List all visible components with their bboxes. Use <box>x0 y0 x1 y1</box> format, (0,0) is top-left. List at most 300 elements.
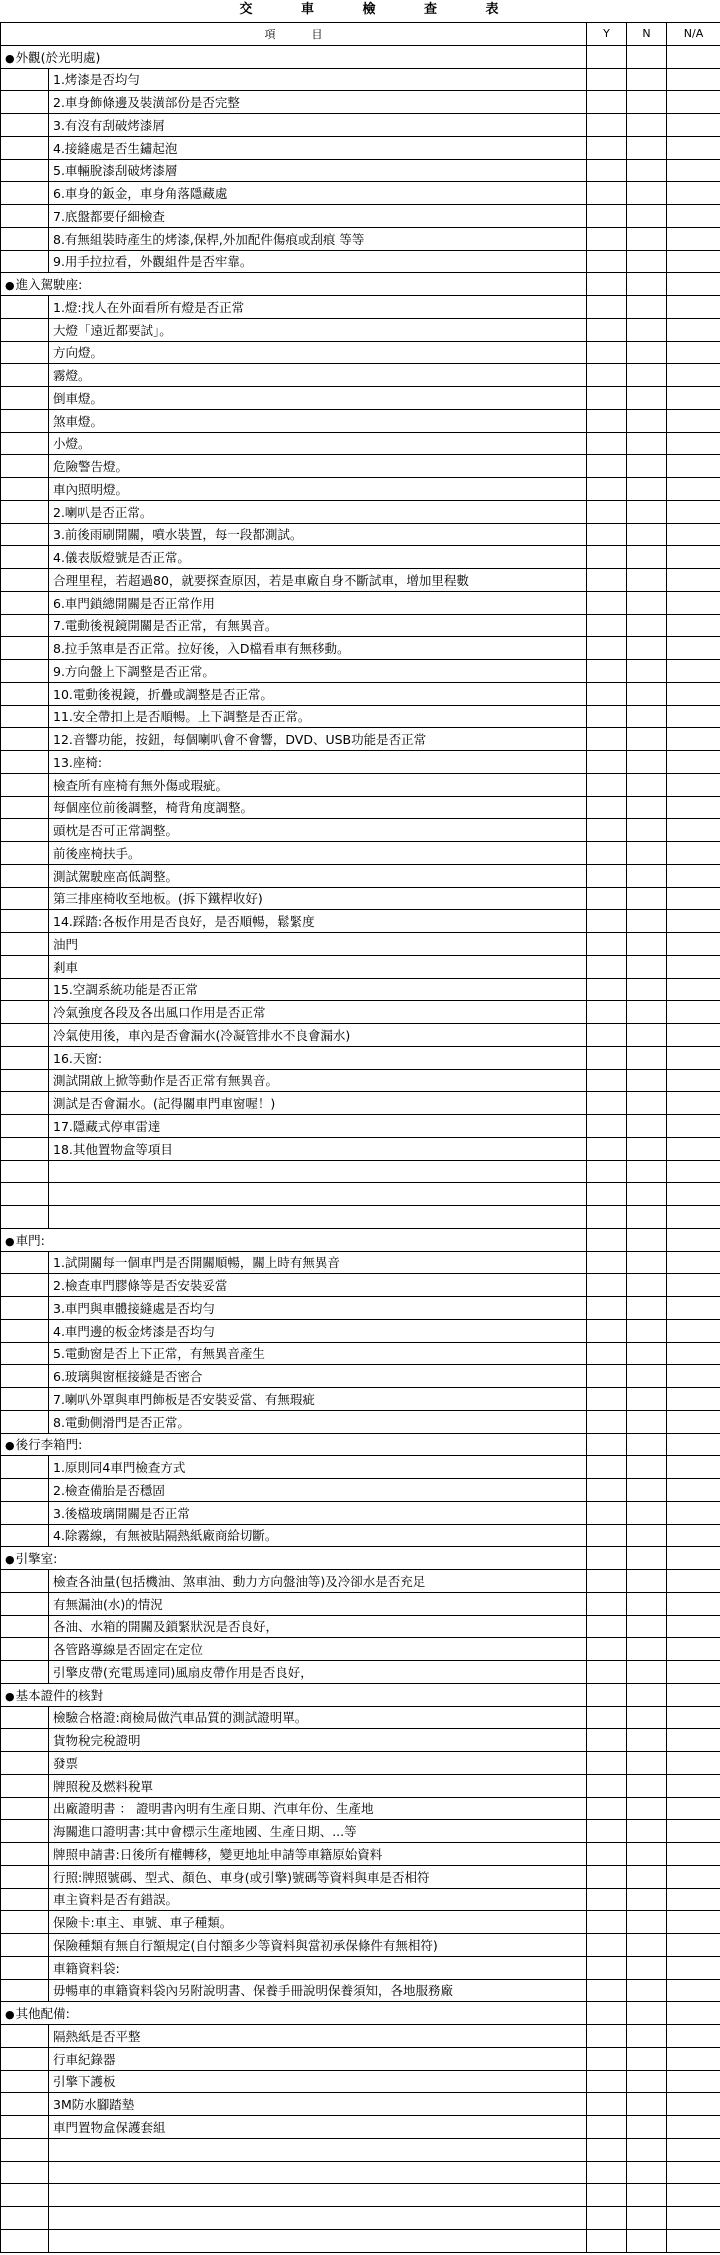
check-y-cell[interactable] <box>587 614 627 637</box>
check-y-cell[interactable] <box>587 1160 627 1183</box>
check-n-cell[interactable] <box>627 45 667 68</box>
check-n-cell[interactable] <box>627 1001 667 1024</box>
check-y-cell[interactable] <box>587 955 627 978</box>
check-y-cell[interactable] <box>587 1433 627 1456</box>
check-na-cell[interactable] <box>667 1069 720 1092</box>
check-y-cell[interactable] <box>587 523 627 546</box>
check-y-cell[interactable] <box>587 1479 627 1502</box>
check-na-cell[interactable] <box>667 933 720 956</box>
check-y-cell[interactable] <box>587 1046 627 1069</box>
check-n-cell[interactable] <box>627 341 667 364</box>
check-n-cell[interactable] <box>627 136 667 159</box>
check-n-cell[interactable] <box>627 2093 667 2116</box>
check-na-cell[interactable] <box>667 205 720 228</box>
check-n-cell[interactable] <box>627 864 667 887</box>
check-na-cell[interactable] <box>667 1524 720 1547</box>
check-n-cell[interactable] <box>627 2229 667 2252</box>
check-na-cell[interactable] <box>667 1092 720 1115</box>
check-n-cell[interactable] <box>627 773 667 796</box>
check-y-cell[interactable] <box>587 1661 627 1684</box>
check-y-cell[interactable] <box>587 842 627 865</box>
check-na-cell[interactable] <box>667 2116 720 2139</box>
check-y-cell[interactable] <box>587 1683 627 1706</box>
check-y-cell[interactable] <box>587 1592 627 1615</box>
check-na-cell[interactable] <box>667 569 720 592</box>
check-y-cell[interactable] <box>587 682 627 705</box>
check-n-cell[interactable] <box>627 1570 667 1593</box>
check-n-cell[interactable] <box>627 1160 667 1183</box>
check-n-cell[interactable] <box>627 205 667 228</box>
check-n-cell[interactable] <box>627 751 667 774</box>
check-n-cell[interactable] <box>627 409 667 432</box>
check-na-cell[interactable] <box>667 500 720 523</box>
check-na-cell[interactable] <box>667 45 720 68</box>
check-na-cell[interactable] <box>667 705 720 728</box>
check-na-cell[interactable] <box>667 1774 720 1797</box>
checklist-row <box>1 1661 720 1684</box>
check-y-cell[interactable] <box>587 1069 627 1092</box>
check-y-cell[interactable] <box>587 1342 627 1365</box>
check-y-cell[interactable] <box>587 159 627 182</box>
check-na-cell[interactable] <box>667 819 720 842</box>
check-na-cell[interactable] <box>667 1297 720 1320</box>
check-na-cell[interactable] <box>667 1115 720 1138</box>
check-na-cell[interactable] <box>667 728 720 751</box>
check-n-cell[interactable] <box>627 1979 667 2002</box>
checklist-item-text: 各油、水箱的開關及鎖緊狀況是否良好， <box>49 1615 587 1638</box>
check-y-cell[interactable] <box>587 546 627 569</box>
check-na-cell[interactable] <box>667 2138 720 2161</box>
check-na-cell[interactable] <box>667 2070 720 2093</box>
check-y-cell[interactable] <box>587 91 627 114</box>
check-n-cell[interactable] <box>627 1206 667 1229</box>
check-n-cell[interactable] <box>627 660 667 683</box>
check-na-cell[interactable] <box>667 887 720 910</box>
check-n-cell[interactable] <box>627 250 667 273</box>
check-n-cell[interactable] <box>627 546 667 569</box>
check-n-cell[interactable] <box>627 682 667 705</box>
check-y-cell[interactable] <box>587 1865 627 1888</box>
check-y-cell[interactable] <box>587 2047 627 2070</box>
check-na-cell[interactable] <box>667 1388 720 1411</box>
check-n-cell[interactable] <box>627 1433 667 1456</box>
check-n-cell[interactable] <box>627 1706 667 1729</box>
check-n-cell[interactable] <box>627 955 667 978</box>
check-n-cell[interactable] <box>627 1934 667 1957</box>
check-y-cell[interactable] <box>587 1797 627 1820</box>
check-n-cell[interactable] <box>627 1046 667 1069</box>
check-y-cell[interactable] <box>587 1274 627 1297</box>
check-n-cell[interactable] <box>627 887 667 910</box>
check-na-cell[interactable] <box>667 1797 720 1820</box>
check-y-cell[interactable] <box>587 1638 627 1661</box>
check-na-cell[interactable] <box>667 1661 720 1684</box>
check-na-cell[interactable] <box>667 2002 720 2025</box>
check-n-cell[interactable] <box>627 318 667 341</box>
check-y-cell[interactable] <box>587 500 627 523</box>
check-na-cell[interactable] <box>667 91 720 114</box>
check-na-cell[interactable] <box>667 364 720 387</box>
check-y-cell[interactable] <box>587 887 627 910</box>
check-na-cell[interactable] <box>667 478 720 501</box>
check-na-cell[interactable] <box>667 978 720 1001</box>
check-n-cell[interactable] <box>627 2207 667 2230</box>
check-na-cell[interactable] <box>667 1752 720 1775</box>
check-na-cell[interactable] <box>667 1479 720 1502</box>
check-y-cell[interactable] <box>587 1547 627 1570</box>
check-na-cell[interactable] <box>667 546 720 569</box>
check-y-cell[interactable] <box>587 2093 627 2116</box>
check-n-cell[interactable] <box>627 978 667 1001</box>
check-na-cell[interactable] <box>667 842 720 865</box>
check-y-cell[interactable] <box>587 1501 627 1524</box>
check-na-cell[interactable] <box>667 296 720 319</box>
check-y-cell[interactable] <box>587 2207 627 2230</box>
check-n-cell[interactable] <box>627 2161 667 2184</box>
check-n-cell[interactable] <box>627 2184 667 2207</box>
check-n-cell[interactable] <box>627 933 667 956</box>
check-y-cell[interactable] <box>587 2025 627 2048</box>
check-y-cell[interactable] <box>587 2161 627 2184</box>
check-n-cell[interactable] <box>627 1843 667 1866</box>
check-n-cell[interactable] <box>627 1615 667 1638</box>
check-n-cell[interactable] <box>627 1797 667 1820</box>
check-y-cell[interactable] <box>587 2138 627 2161</box>
check-n-cell[interactable] <box>627 387 667 410</box>
check-y-cell[interactable] <box>587 409 627 432</box>
check-n-cell[interactable] <box>627 842 667 865</box>
check-na-cell[interactable] <box>667 1456 720 1479</box>
check-na-cell[interactable] <box>667 1592 720 1615</box>
check-n-cell[interactable] <box>627 1251 667 1274</box>
check-n-cell[interactable] <box>627 1547 667 1570</box>
checklist-row <box>1 1456 720 1479</box>
check-na-cell[interactable] <box>667 1160 720 1183</box>
check-y-cell[interactable] <box>587 45 627 68</box>
check-y-cell[interactable] <box>587 1911 627 1934</box>
check-y-cell[interactable] <box>587 728 627 751</box>
check-y-cell[interactable] <box>587 637 627 660</box>
check-na-cell[interactable] <box>667 227 720 250</box>
check-na-cell[interactable] <box>667 1570 720 1593</box>
check-na-cell[interactable] <box>667 1865 720 1888</box>
check-na-cell[interactable] <box>667 250 720 273</box>
check-n-cell[interactable] <box>627 455 667 478</box>
check-na-cell[interactable] <box>667 2161 720 2184</box>
check-n-cell[interactable] <box>627 68 667 91</box>
check-na-cell[interactable] <box>667 387 720 410</box>
check-na-cell[interactable] <box>667 1911 720 1934</box>
check-na-cell[interactable] <box>667 2207 720 2230</box>
check-n-cell[interactable] <box>627 1592 667 1615</box>
check-n-cell[interactable] <box>627 2047 667 2070</box>
check-n-cell[interactable] <box>627 1524 667 1547</box>
check-na-cell[interactable] <box>667 1001 720 1024</box>
check-n-cell[interactable] <box>627 1479 667 1502</box>
check-y-cell[interactable] <box>587 182 627 205</box>
check-na-cell[interactable] <box>667 637 720 660</box>
check-n-cell[interactable] <box>627 1024 667 1047</box>
check-y-cell[interactable] <box>587 705 627 728</box>
check-y-cell[interactable] <box>587 1456 627 1479</box>
check-y-cell[interactable] <box>587 569 627 592</box>
check-na-cell[interactable] <box>667 1729 720 1752</box>
check-n-cell[interactable] <box>627 1183 667 1206</box>
check-y-cell[interactable] <box>587 1888 627 1911</box>
check-na-cell[interactable] <box>667 1251 720 1274</box>
check-y-cell[interactable] <box>587 1410 627 1433</box>
check-n-cell[interactable] <box>627 1911 667 1934</box>
check-y-cell[interactable] <box>587 1956 627 1979</box>
checklist-item-text: 煞車燈。 <box>49 409 587 432</box>
check-na-cell[interactable] <box>667 1365 720 1388</box>
check-y-cell[interactable] <box>587 1615 627 1638</box>
check-na-cell[interactable] <box>667 1638 720 1661</box>
check-y-cell[interactable] <box>587 910 627 933</box>
check-na-cell[interactable] <box>667 1024 720 1047</box>
check-y-cell[interactable] <box>587 318 627 341</box>
check-y-cell[interactable] <box>587 1524 627 1547</box>
check-y-cell[interactable] <box>587 1092 627 1115</box>
check-na-cell[interactable] <box>667 1820 720 1843</box>
check-y-cell[interactable] <box>587 1251 627 1274</box>
check-n-cell[interactable] <box>627 2002 667 2025</box>
check-y-cell[interactable] <box>587 1934 627 1957</box>
check-n-cell[interactable] <box>627 1319 667 1342</box>
check-y-cell[interactable] <box>587 387 627 410</box>
check-y-cell[interactable] <box>587 341 627 364</box>
check-n-cell[interactable] <box>627 1661 667 1684</box>
check-na-cell[interactable] <box>667 1137 720 1160</box>
check-na-cell[interactable] <box>667 523 720 546</box>
check-na-cell[interactable] <box>667 1319 720 1342</box>
check-n-cell[interactable] <box>627 1274 667 1297</box>
check-na-cell[interactable] <box>667 1046 720 1069</box>
check-na-cell[interactable] <box>667 751 720 774</box>
check-na-cell[interactable] <box>667 1228 720 1251</box>
check-n-cell[interactable] <box>627 296 667 319</box>
check-y-cell[interactable] <box>587 1206 627 1229</box>
check-y-cell[interactable] <box>587 1183 627 1206</box>
check-na-cell[interactable] <box>667 1501 720 1524</box>
check-n-cell[interactable] <box>627 1115 667 1138</box>
check-na-cell[interactable] <box>667 341 720 364</box>
check-na-cell[interactable] <box>667 182 720 205</box>
check-y-cell[interactable] <box>587 478 627 501</box>
check-y-cell[interactable] <box>587 2070 627 2093</box>
check-n-cell[interactable] <box>627 614 667 637</box>
row-gutter <box>1 1729 49 1752</box>
check-na-cell[interactable] <box>667 591 720 614</box>
check-na-cell[interactable] <box>667 432 720 455</box>
check-y-cell[interactable] <box>587 1388 627 1411</box>
check-n-cell[interactable] <box>627 591 667 614</box>
check-n-cell[interactable] <box>627 114 667 137</box>
check-na-cell[interactable] <box>667 796 720 819</box>
check-y-cell[interactable] <box>587 819 627 842</box>
check-n-cell[interactable] <box>627 500 667 523</box>
check-y-cell[interactable] <box>587 432 627 455</box>
check-y-cell[interactable] <box>587 1319 627 1342</box>
check-na-cell[interactable] <box>667 1843 720 1866</box>
check-y-cell[interactable] <box>587 136 627 159</box>
check-na-cell[interactable] <box>667 159 720 182</box>
check-n-cell[interactable] <box>627 227 667 250</box>
check-n-cell[interactable] <box>627 478 667 501</box>
check-n-cell[interactable] <box>627 159 667 182</box>
check-n-cell[interactable] <box>627 1501 667 1524</box>
check-na-cell[interactable] <box>667 1410 720 1433</box>
check-y-cell[interactable] <box>587 1001 627 1024</box>
check-na-cell[interactable] <box>667 955 720 978</box>
check-na-cell[interactable] <box>667 273 720 296</box>
check-y-cell[interactable] <box>587 1137 627 1160</box>
check-na-cell[interactable] <box>667 2093 720 2116</box>
checklist-item-text: 6.車身的鈑金，車身角落隱藏處 <box>49 182 587 205</box>
check-y-cell[interactable] <box>587 751 627 774</box>
check-n-cell[interactable] <box>627 637 667 660</box>
check-y-cell[interactable] <box>587 1706 627 1729</box>
check-y-cell[interactable] <box>587 227 627 250</box>
check-na-cell[interactable] <box>667 614 720 637</box>
check-y-cell[interactable] <box>587 2116 627 2139</box>
check-na-cell[interactable] <box>667 910 720 933</box>
check-n-cell[interactable] <box>627 1297 667 1320</box>
check-na-cell[interactable] <box>667 1934 720 1957</box>
check-na-cell[interactable] <box>667 318 720 341</box>
check-y-cell[interactable] <box>587 1570 627 1593</box>
check-n-cell[interactable] <box>627 1888 667 1911</box>
check-n-cell[interactable] <box>627 1729 667 1752</box>
check-n-cell[interactable] <box>627 1388 667 1411</box>
check-y-cell[interactable] <box>587 2002 627 2025</box>
check-y-cell[interactable] <box>587 1024 627 1047</box>
check-n-cell[interactable] <box>627 1956 667 1979</box>
check-na-cell[interactable] <box>667 2229 720 2252</box>
check-na-cell[interactable] <box>667 136 720 159</box>
check-na-cell[interactable] <box>667 2047 720 2070</box>
check-n-cell[interactable] <box>627 1342 667 1365</box>
check-na-cell[interactable] <box>667 1888 720 1911</box>
check-y-cell[interactable] <box>587 1297 627 1320</box>
check-n-cell[interactable] <box>627 1865 667 1888</box>
check-na-cell[interactable] <box>667 1683 720 1706</box>
check-n-cell[interactable] <box>627 569 667 592</box>
check-n-cell[interactable] <box>627 432 667 455</box>
check-n-cell[interactable] <box>627 182 667 205</box>
check-n-cell[interactable] <box>627 2138 667 2161</box>
check-na-cell[interactable] <box>667 1979 720 2002</box>
check-n-cell[interactable] <box>627 2070 667 2093</box>
check-na-cell[interactable] <box>667 1956 720 1979</box>
check-na-cell[interactable] <box>667 68 720 91</box>
check-n-cell[interactable] <box>627 91 667 114</box>
check-n-cell[interactable] <box>627 1638 667 1661</box>
check-y-cell[interactable] <box>587 864 627 887</box>
check-y-cell[interactable] <box>587 2229 627 2252</box>
check-na-cell[interactable] <box>667 114 720 137</box>
check-n-cell[interactable] <box>627 1069 667 1092</box>
check-y-cell[interactable] <box>587 68 627 91</box>
check-y-cell[interactable] <box>587 1820 627 1843</box>
check-na-cell[interactable] <box>667 2025 720 2048</box>
check-y-cell[interactable] <box>587 1843 627 1866</box>
check-na-cell[interactable] <box>667 773 720 796</box>
check-na-cell[interactable] <box>667 1274 720 1297</box>
check-y-cell[interactable] <box>587 296 627 319</box>
check-n-cell[interactable] <box>627 1774 667 1797</box>
check-na-cell[interactable] <box>667 2184 720 2207</box>
check-y-cell[interactable] <box>587 660 627 683</box>
check-y-cell[interactable] <box>587 1774 627 1797</box>
check-n-cell[interactable] <box>627 1137 667 1160</box>
check-y-cell[interactable] <box>587 1979 627 2002</box>
check-n-cell[interactable] <box>627 1092 667 1115</box>
check-na-cell[interactable] <box>667 864 720 887</box>
check-y-cell[interactable] <box>587 1729 627 1752</box>
check-n-cell[interactable] <box>627 1820 667 1843</box>
check-na-cell[interactable] <box>667 660 720 683</box>
check-n-cell[interactable] <box>627 523 667 546</box>
check-y-cell[interactable] <box>587 205 627 228</box>
check-y-cell[interactable] <box>587 591 627 614</box>
check-n-cell[interactable] <box>627 1365 667 1388</box>
check-y-cell[interactable] <box>587 2184 627 2207</box>
check-y-cell[interactable] <box>587 455 627 478</box>
check-y-cell[interactable] <box>587 1365 627 1388</box>
check-n-cell[interactable] <box>627 1683 667 1706</box>
check-na-cell[interactable] <box>667 1615 720 1638</box>
check-n-cell[interactable] <box>627 910 667 933</box>
check-y-cell[interactable] <box>587 1228 627 1251</box>
check-n-cell[interactable] <box>627 1752 667 1775</box>
check-n-cell[interactable] <box>627 1228 667 1251</box>
check-y-cell[interactable] <box>587 796 627 819</box>
check-na-cell[interactable] <box>667 682 720 705</box>
check-y-cell[interactable] <box>587 1115 627 1138</box>
check-n-cell[interactable] <box>627 1410 667 1433</box>
row-gutter <box>1 2184 49 2207</box>
check-y-cell[interactable] <box>587 273 627 296</box>
check-n-cell[interactable] <box>627 364 667 387</box>
check-y-cell[interactable] <box>587 364 627 387</box>
check-y-cell[interactable] <box>587 773 627 796</box>
check-na-cell[interactable] <box>667 1433 720 1456</box>
check-na-cell[interactable] <box>667 1706 720 1729</box>
check-n-cell[interactable] <box>627 819 667 842</box>
check-n-cell[interactable] <box>627 2025 667 2048</box>
check-na-cell[interactable] <box>667 455 720 478</box>
check-n-cell[interactable] <box>627 2116 667 2139</box>
check-y-cell[interactable] <box>587 1752 627 1775</box>
check-n-cell[interactable] <box>627 796 667 819</box>
checklist-item-text <box>49 1206 587 1229</box>
check-n-cell[interactable] <box>627 728 667 751</box>
check-na-cell[interactable] <box>667 409 720 432</box>
check-n-cell[interactable] <box>627 705 667 728</box>
check-na-cell[interactable] <box>667 1547 720 1570</box>
check-n-cell[interactable] <box>627 273 667 296</box>
check-na-cell[interactable] <box>667 1206 720 1229</box>
check-y-cell[interactable] <box>587 114 627 137</box>
checklist-body <box>1 45 720 2252</box>
check-na-cell[interactable] <box>667 1342 720 1365</box>
check-y-cell[interactable] <box>587 250 627 273</box>
check-y-cell[interactable] <box>587 933 627 956</box>
check-na-cell[interactable] <box>667 1183 720 1206</box>
check-n-cell[interactable] <box>627 1456 667 1479</box>
check-y-cell[interactable] <box>587 978 627 1001</box>
